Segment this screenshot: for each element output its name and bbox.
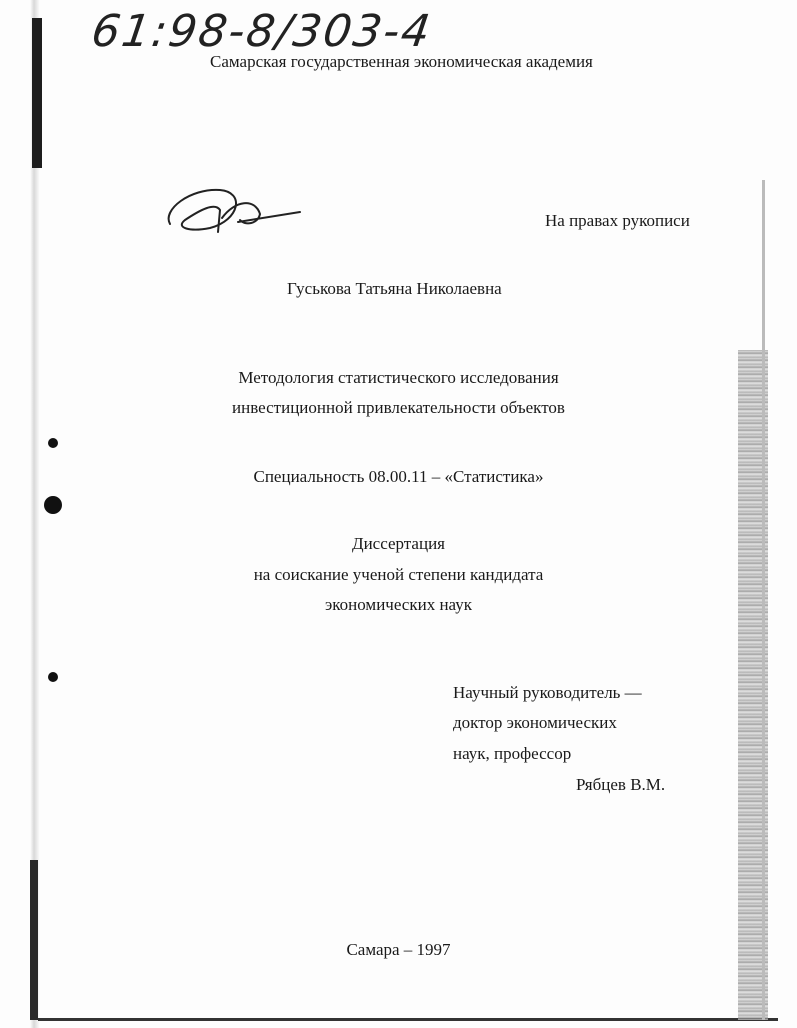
supervisor-name: Рябцев В.М. xyxy=(576,775,666,794)
specialty: Специальность 08.00.11 – «Статистика» xyxy=(253,467,544,486)
institution-name: Самарская государственная экономическая академия xyxy=(210,52,593,71)
title-line-1: Методология статистического исследования xyxy=(238,368,559,387)
author-name: Гуськова Татьяна Николаевна xyxy=(287,279,502,298)
scan-dot xyxy=(48,438,58,448)
rights-note: На правах рукописи xyxy=(545,211,690,230)
scan-dot xyxy=(48,672,58,682)
scan-artifact-bar-top xyxy=(32,18,42,168)
scan-dot xyxy=(44,496,62,514)
title-line-2: инвестиционной привлекательности объектов xyxy=(232,398,565,417)
city-year: Самара – 1997 xyxy=(346,940,451,959)
scan-artifact-bottom-line xyxy=(38,1018,778,1021)
degree-line-2: на соискание ученой степени кандидата xyxy=(253,565,544,584)
degree-line-3: экономических наук xyxy=(324,595,473,614)
signature-icon xyxy=(160,180,310,240)
archive-code-handwritten: 61:98-8/303-4 xyxy=(88,6,435,57)
supervisor-line-3: наук, профессор xyxy=(453,744,572,763)
supervisor-line-1: Научный руководитель — xyxy=(453,683,642,702)
degree-line-1: Диссертация xyxy=(351,534,445,553)
supervisor-line-2: доктор экономических xyxy=(453,713,617,732)
